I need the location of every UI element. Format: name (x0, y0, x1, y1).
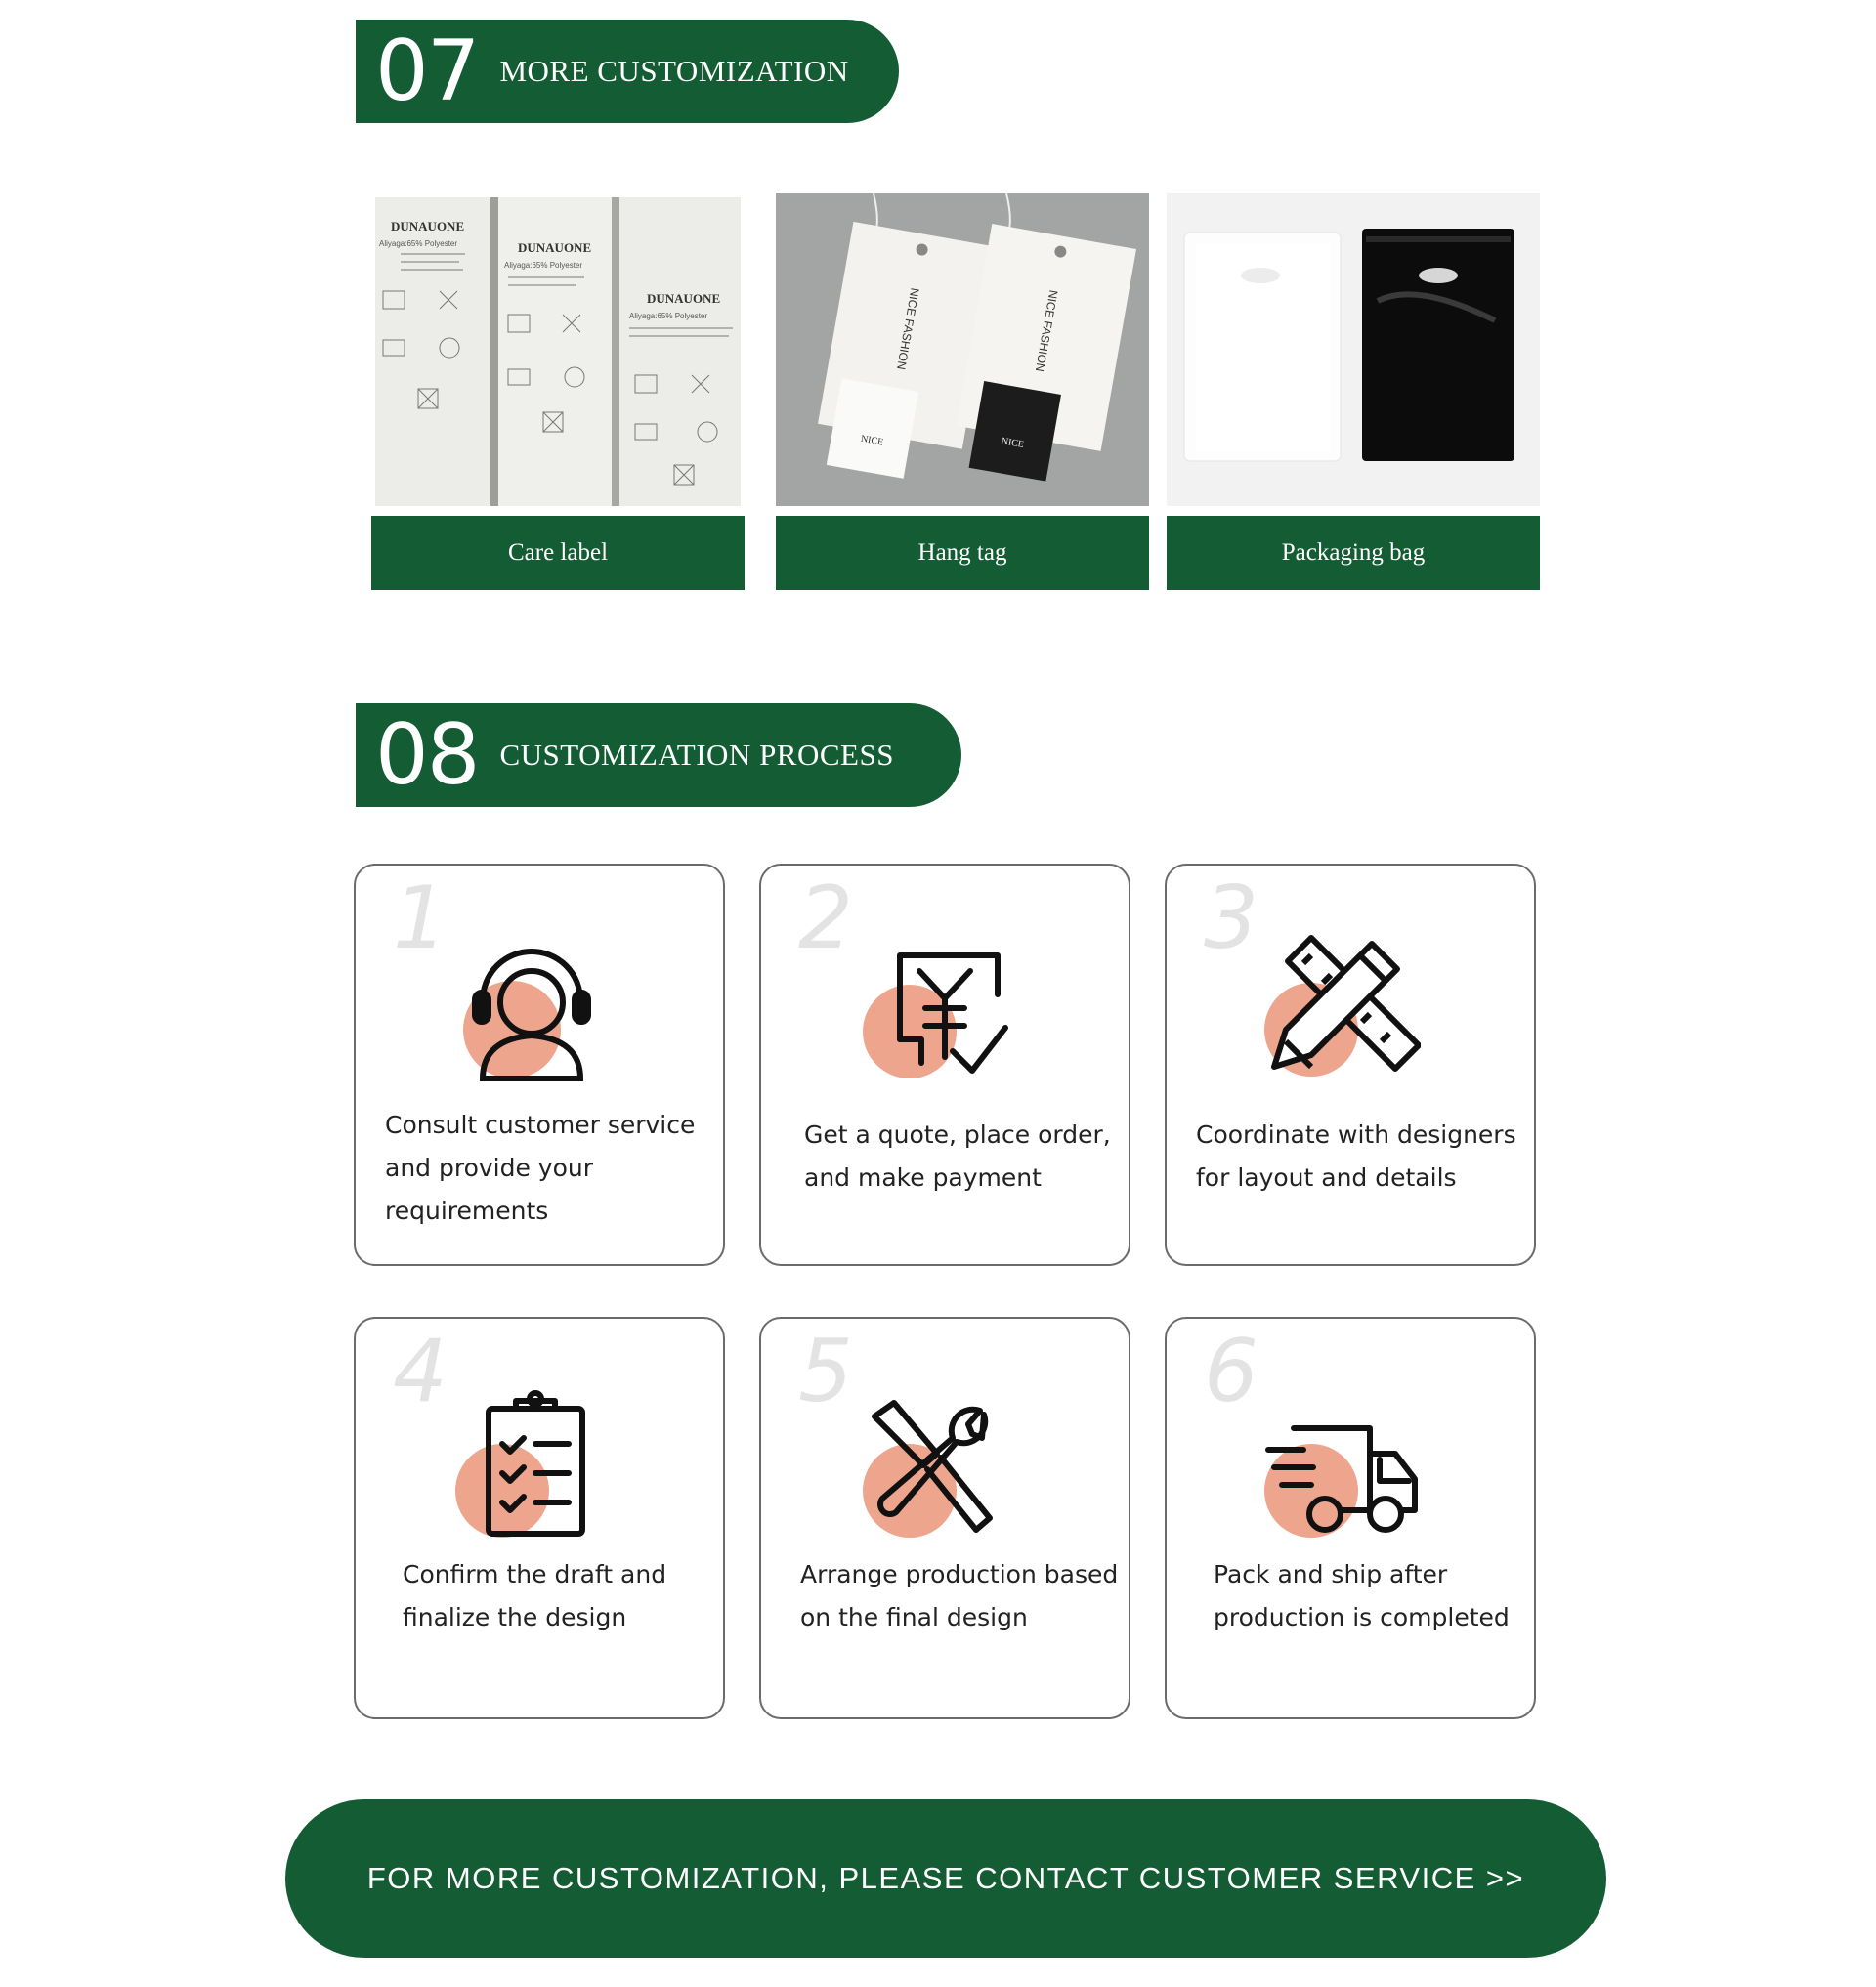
packaging-bag-caption: Packaging bag (1167, 516, 1540, 590)
packaging-bag-image (1167, 193, 1540, 506)
section-title: CUSTOMIZATION PROCESS (499, 738, 894, 772)
hang-tag-caption: Hang tag (776, 516, 1149, 590)
svg-text:NICE FASHION: NICE FASHION (1032, 288, 1061, 373)
process-step-6 (1165, 1317, 1536, 1719)
step-number: 5 (798, 1321, 853, 1421)
section-07-banner (356, 20, 899, 123)
svg-text:DUNAUONE: DUNAUONE (518, 240, 592, 255)
contact-customer-service-button[interactable]: FOR MORE CUSTOMIZATION, PLEASE CONTACT CUSTOMER SERVICE >> (285, 1799, 1606, 1958)
care-label-image (371, 193, 745, 506)
step-description: Get a quote, place order, and make payment (804, 1120, 1111, 1192)
pencil-ruler-icon (1264, 932, 1421, 1088)
svg-text:DUNAUONE: DUNAUONE (647, 291, 721, 306)
step-number: 4 (393, 1321, 448, 1421)
product-packaging-bag[interactable] (1167, 193, 1540, 590)
process-step-2 (759, 864, 1130, 1266)
clipboard-checklist-icon (453, 1385, 610, 1542)
svg-text:NICE: NICE (1000, 436, 1025, 451)
headset-agent-icon (453, 932, 610, 1088)
yen-payment-icon (859, 932, 1015, 1088)
step-number: 1 (393, 867, 448, 968)
step-number: 3 (1204, 867, 1258, 968)
hang-tag-image (776, 193, 1149, 506)
svg-text:Aliyaga:65% Polyester: Aliyaga:65% Polyester (504, 261, 583, 270)
svg-text:DUNAUONE: DUNAUONE (391, 219, 465, 233)
product-care-label[interactable] (371, 193, 745, 590)
process-step-3 (1165, 864, 1536, 1266)
svg-text:Aliyaga:65% Polyester: Aliyaga:65% Polyester (629, 312, 708, 320)
section-08-banner (356, 703, 961, 807)
process-step-5 (759, 1317, 1130, 1719)
step-description: Coordinate with designers for layout and details (1196, 1120, 1516, 1192)
section-number: 08 (375, 706, 479, 804)
product-hang-tag[interactable] (776, 193, 1149, 590)
care-label-caption: Care label (371, 516, 745, 590)
section-number: 07 (375, 22, 479, 120)
process-step-1 (354, 864, 725, 1266)
step-number: 6 (1204, 1321, 1258, 1421)
delivery-truck-icon (1264, 1385, 1421, 1542)
process-step-4 (354, 1317, 725, 1719)
svg-text:NICE FASHION: NICE FASHION (894, 286, 922, 371)
step-description: Confirm the draft and finalize the design (403, 1560, 667, 1631)
svg-text:NICE: NICE (860, 433, 884, 448)
svg-text:Aliyaga:65% Polyester: Aliyaga:65% Polyester (379, 239, 458, 248)
step-description: Consult customer service and provide your requirements (385, 1111, 696, 1225)
step-description: Arrange production based on the final design (800, 1560, 1119, 1631)
step-number: 2 (798, 867, 853, 968)
section-title: MORE CUSTOMIZATION (499, 54, 849, 88)
step-description: Pack and ship after production is completed (1214, 1560, 1510, 1631)
tools-icon (859, 1385, 1015, 1542)
